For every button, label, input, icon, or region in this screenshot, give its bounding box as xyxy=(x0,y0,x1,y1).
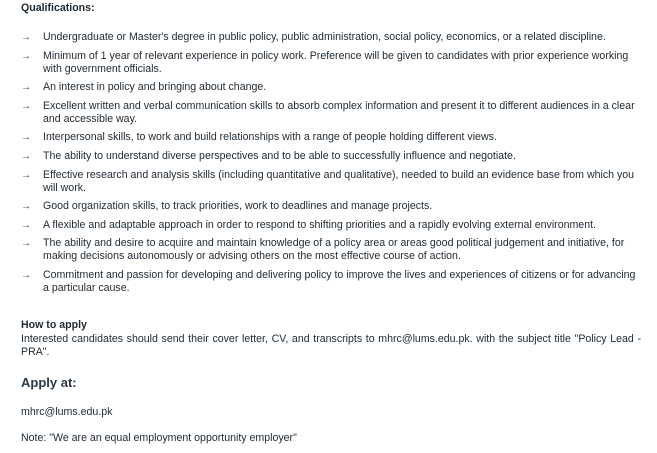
list-item xyxy=(21,31,641,44)
arrow-right-icon: → xyxy=(21,269,31,281)
how-to-apply-text-before: Interested candidates should send their cover letter, CV, and transcripts to xyxy=(21,333,379,345)
arrow-right-icon: → xyxy=(21,82,31,94)
qualification-text: A flexible and adaptable approach in order to respond to shifting priorities and a rapidly evolving external environment. xyxy=(43,218,596,231)
list-item xyxy=(21,131,641,144)
qualifications-list xyxy=(21,31,641,301)
how-to-apply-text xyxy=(21,333,641,359)
list-item xyxy=(21,50,641,76)
arrow-right-icon: → xyxy=(21,238,31,250)
arrow-right-icon: → xyxy=(21,50,31,62)
arrow-right-icon: → xyxy=(21,132,31,144)
qualification-text: Interpersonal skills, to work and build relationships with a range of people holding different views. xyxy=(43,131,497,144)
arrow-right-icon: → xyxy=(21,169,31,181)
arrow-right-icon: → xyxy=(21,201,31,213)
email-link[interactable]: mhrc@lums.edu.pk xyxy=(378,333,470,345)
qualification-text: Minimum of 1 year of relevant experience in policy work. Preference will be given to candidates with prior experience working with government officials. xyxy=(43,49,629,75)
arrow-right-icon: → xyxy=(21,150,31,162)
list-item xyxy=(21,81,641,94)
list-item xyxy=(21,269,641,295)
list-item xyxy=(21,237,641,263)
arrow-right-icon: → xyxy=(21,219,31,231)
arrow-right-icon: → xyxy=(21,32,31,43)
how-to-apply-heading: How to apply xyxy=(21,319,87,331)
how-to-apply-text-after: . with the subject title "Policy Lead - PRA". xyxy=(21,333,641,358)
qualification-text: Undergraduate or Master's degree in public policy, public administration, social policy, economics, or a related discipline. xyxy=(43,31,606,43)
list-item xyxy=(21,219,641,232)
qualification-text: An interest in policy and bringing about change. xyxy=(43,81,267,94)
list-item xyxy=(21,200,641,213)
list-item xyxy=(21,100,641,126)
apply-email-link[interactable]: mhrc@lums.edu.pk xyxy=(21,406,113,418)
qualifications-heading: Qualifications: xyxy=(21,2,95,14)
qualification-text: Excellent written and verbal communication skills to absorb complex information and present it to different audiences in a clear and accessible way. xyxy=(43,99,635,125)
list-item xyxy=(21,150,641,163)
qualification-text: Commitment and passion for developing and delivering policy to improve the lives and experiences of citizens or for advancing a particular cause. xyxy=(43,268,636,294)
qualification-text: Effective research and analysis skills (including quantitative and qualitative), needed to build an evidence base from which you will work. xyxy=(43,168,635,194)
qualification-text: Good organization skills, to track priorities, work to deadlines and manage projects. xyxy=(43,200,433,213)
list-item xyxy=(21,169,641,195)
qualification-text: The ability to understand diverse perspectives and to be able to successfully influence and negotiate. xyxy=(43,149,516,162)
qualification-text: The ability and desire to acquire and maintain knowledge of a policy area or areas good political judgement and initiative, for making decisions autonomously or advising others on the most effective course of action. xyxy=(43,237,625,263)
equal-opportunity-note: Note: "We are an equal employment opportunity employer" xyxy=(21,432,297,444)
arrow-right-icon: → xyxy=(21,100,31,112)
apply-at-heading: Apply at: xyxy=(21,375,77,390)
